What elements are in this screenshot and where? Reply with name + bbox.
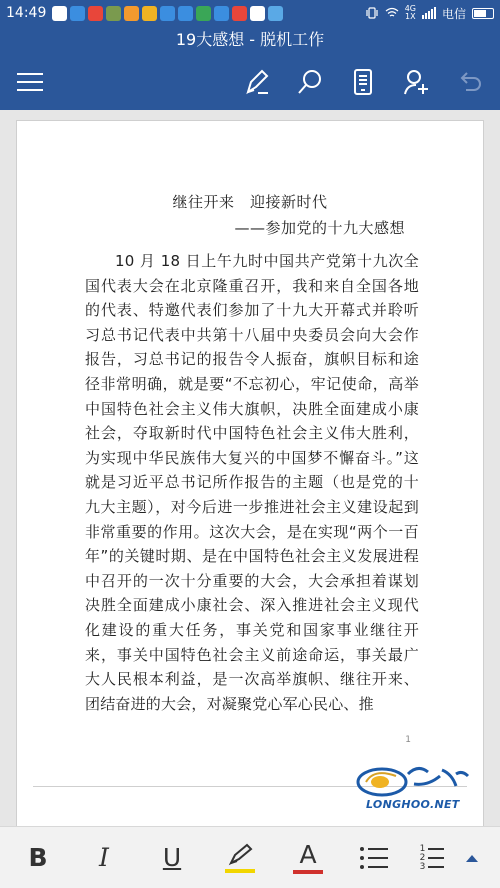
network-sub-label: 1X xyxy=(405,12,416,21)
app-notification-icon xyxy=(232,6,247,21)
app-notification-icon xyxy=(178,6,193,21)
bullet-list-button[interactable] xyxy=(352,837,396,879)
app-notification-icon xyxy=(196,6,211,21)
network-type-label: 4G xyxy=(404,4,416,13)
app-notification-icon xyxy=(268,6,283,21)
menu-icon xyxy=(16,71,44,93)
watermark-text: LONGHOO.NET xyxy=(366,798,460,811)
bold-button[interactable] xyxy=(16,837,60,879)
share-button[interactable] xyxy=(397,62,437,102)
app-notification-icon xyxy=(142,6,157,21)
document-canvas[interactable] xyxy=(0,110,500,826)
share-person-icon xyxy=(403,68,431,96)
digit-1: 1 xyxy=(419,843,426,854)
app-notification-icon xyxy=(106,6,121,21)
numbered-list-button[interactable] xyxy=(410,837,454,879)
mobile-view-icon xyxy=(352,68,374,96)
app-notification-icon xyxy=(88,6,103,21)
menu-button[interactable] xyxy=(10,62,50,102)
search-button[interactable] xyxy=(290,62,330,102)
format-toolbar xyxy=(0,826,500,888)
app-notification-icon xyxy=(160,6,175,21)
document-heading: 继往开来 迎接新时代 xyxy=(172,193,328,211)
app-notification-icon xyxy=(124,6,139,21)
carrier-label: 电信 xyxy=(441,6,466,21)
undo-button[interactable] xyxy=(450,62,490,102)
vibrate-icon xyxy=(365,7,379,19)
document-page[interactable] xyxy=(16,120,484,826)
font-color-bar xyxy=(293,870,323,874)
chevron-up-icon xyxy=(465,853,479,863)
status-bar xyxy=(0,0,500,26)
edit-button[interactable] xyxy=(238,62,278,102)
underline-label: U xyxy=(162,843,182,872)
app-notification-icon xyxy=(250,6,265,21)
document-subheading: ——参加党的十九大感想 xyxy=(234,219,405,237)
italic-label: I xyxy=(99,843,109,872)
digit-3: 3 xyxy=(419,861,426,872)
cell-signal-icon xyxy=(422,7,436,19)
longhoo-logo-icon xyxy=(352,760,476,800)
page-number: 1 xyxy=(405,735,411,745)
numbered-list-digits xyxy=(420,845,426,872)
app-toolbar xyxy=(0,54,500,110)
undo-icon xyxy=(457,70,483,94)
bold-label: B xyxy=(28,843,48,872)
document-title-bar xyxy=(0,26,500,54)
app-notification-icon xyxy=(214,6,229,21)
status-right xyxy=(365,5,494,22)
app-notification-icon xyxy=(70,6,85,21)
digit-2: 2 xyxy=(419,852,426,863)
highlight-button[interactable] xyxy=(218,837,262,879)
document-paragraph: 10 月 18 日上午九时中国共产党第十九次全国代表大会在北京隆重召开，我和来自全国各地的代表、特邀代表们参加了十九大开幕式并聆听习总书记代表中共第十八届中央委员会向大会作报告，习总书记的报告令人振奋，旗帜目标和途径非常明确，就是要“不忘初心，牢记使命，高举中国特色社会主义伟大旗帜，决胜全面建成小康社会，夺取新时代中国特色社会主义伟大胜利，为实现中华民族伟大复兴的中国梦不懈奋斗。”这就是习近平总书记所作报告的主题（也是党的十九大主题），对今后进一步推进社会主义建设起到非常重要的作用。这次大会，是在实现“两个一百年”的关键时期、是在中国特色社会主义发展进程中召开的一次十分重要的大会，大会承担着谋划决胜全面建成小康社会、深入推进社会主义现代化建设的重大任务，事关党和国家事业继往开来，事关中国特色社会主义前途命运，事关最广大人民根本利益，是一次高举旗帜、继往开来、团结奋进的大会，对凝聚党心军心民心、推 xyxy=(85,252,419,713)
highlighter-icon xyxy=(225,843,255,867)
search-icon xyxy=(296,68,324,96)
wifi-signal-icon xyxy=(385,7,399,19)
edit-pen-icon xyxy=(244,68,272,96)
numbered-list-icon xyxy=(420,845,445,872)
app-notification-icon xyxy=(52,6,67,21)
font-color-label: A xyxy=(299,840,317,869)
expand-toolbar-button[interactable] xyxy=(452,837,492,879)
underline-button[interactable] xyxy=(150,837,194,879)
bullet-list-icon xyxy=(358,844,390,872)
highlight-color-bar xyxy=(225,869,255,873)
longhoo-watermark xyxy=(352,760,476,812)
network-type xyxy=(405,5,416,21)
status-time: 14:49 xyxy=(6,5,47,21)
font-color-button[interactable] xyxy=(286,837,330,879)
window-title: 19大感想 - 脱机工作 xyxy=(175,30,325,49)
notification-icons xyxy=(52,6,283,21)
battery-icon xyxy=(472,8,494,19)
italic-button[interactable] xyxy=(82,837,126,879)
mobile-view-button[interactable] xyxy=(343,62,383,102)
